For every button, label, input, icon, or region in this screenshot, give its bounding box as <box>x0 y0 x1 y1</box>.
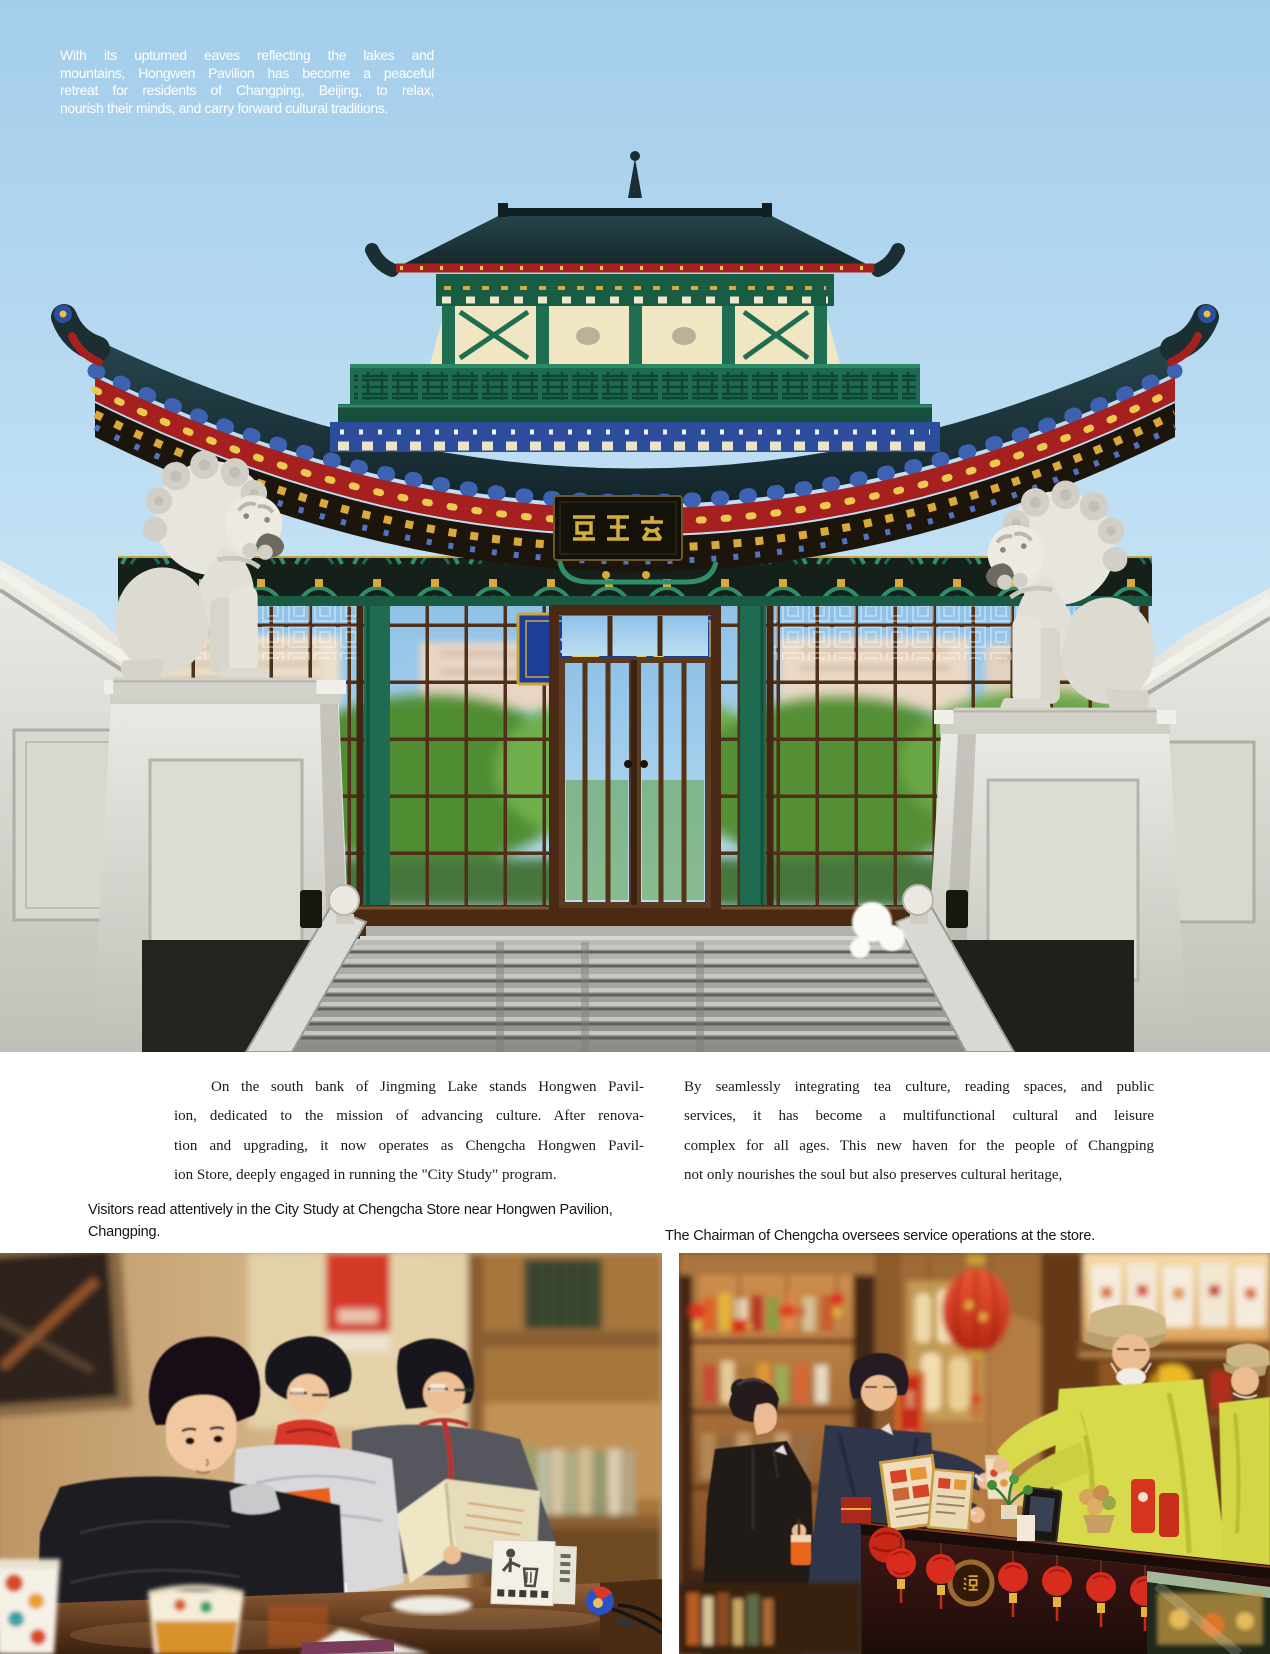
caption-line: The Chairman of Chengcha oversees service operations at the store. <box>665 1228 1096 1244</box>
photo-chengcha-store-counter <box>679 1253 1270 1654</box>
hero-caption-line: mountains, Hongwen Pavilion has become a peaceful <box>60 64 434 81</box>
body-line: On the south bank of Jingming Lake stands Hongwen Pavil- <box>211 1079 644 1095</box>
stone-finial-right <box>903 885 933 915</box>
door-handle <box>624 760 632 768</box>
body-line: not only nourishes the soul but also preserves cultural heritage, <box>684 1167 1063 1184</box>
caption-photo-right <box>665 1226 1265 1248</box>
body-line: ion Store, deeply engaged in running the "City Study" program. <box>174 1167 557 1184</box>
hero-caption-line: nourish their minds, and carry forward cultural traditions. <box>60 99 388 116</box>
body-line: complex for all ages. This new haven for the people of Changping <box>684 1137 1154 1154</box>
keep-clean-table-sign <box>491 1540 577 1607</box>
photo-city-study-readers <box>0 1253 662 1654</box>
glasses-glint <box>430 1384 445 1391</box>
body-column-left <box>174 1073 644 1191</box>
red-poster <box>326 1253 390 1351</box>
door-leaf-right <box>638 660 708 905</box>
body-line: services, it has become a multifunctional cultural and leisure <box>684 1108 1154 1125</box>
entrance-lamp-left <box>300 890 322 928</box>
body-line: By seamlessly integrating tea culture, reading spaces, and public <box>684 1079 1154 1095</box>
hero-caption-line: With its upturned eaves reflecting the lakes and <box>60 47 434 63</box>
warm-tone-overlay <box>679 1253 1270 1654</box>
stone-finial-left <box>329 885 359 915</box>
caption-photo-left <box>88 1200 666 1243</box>
hero-caption-line: retreat for residents of Changping, Beijing, to relax, <box>60 82 434 99</box>
body-line: tion and upgrading, it now operates as Chengcha Hongwen Pavil- <box>174 1137 644 1154</box>
entrance-doors <box>554 610 716 907</box>
body-column-right <box>684 1073 1154 1191</box>
hero-caption <box>60 47 434 117</box>
caption-line: Visitors read attentively in the City Study at Chengcha Store near Hongwen Pavilion, <box>88 1202 613 1218</box>
body-line: ion, dedicated to the mission of advancing culture. After renova- <box>174 1108 644 1125</box>
door-leaf-left <box>562 660 632 905</box>
entrance-lamp-right <box>946 890 968 928</box>
wall-picture-frame <box>0 1253 132 1419</box>
caption-line: Changping. <box>88 1223 161 1240</box>
